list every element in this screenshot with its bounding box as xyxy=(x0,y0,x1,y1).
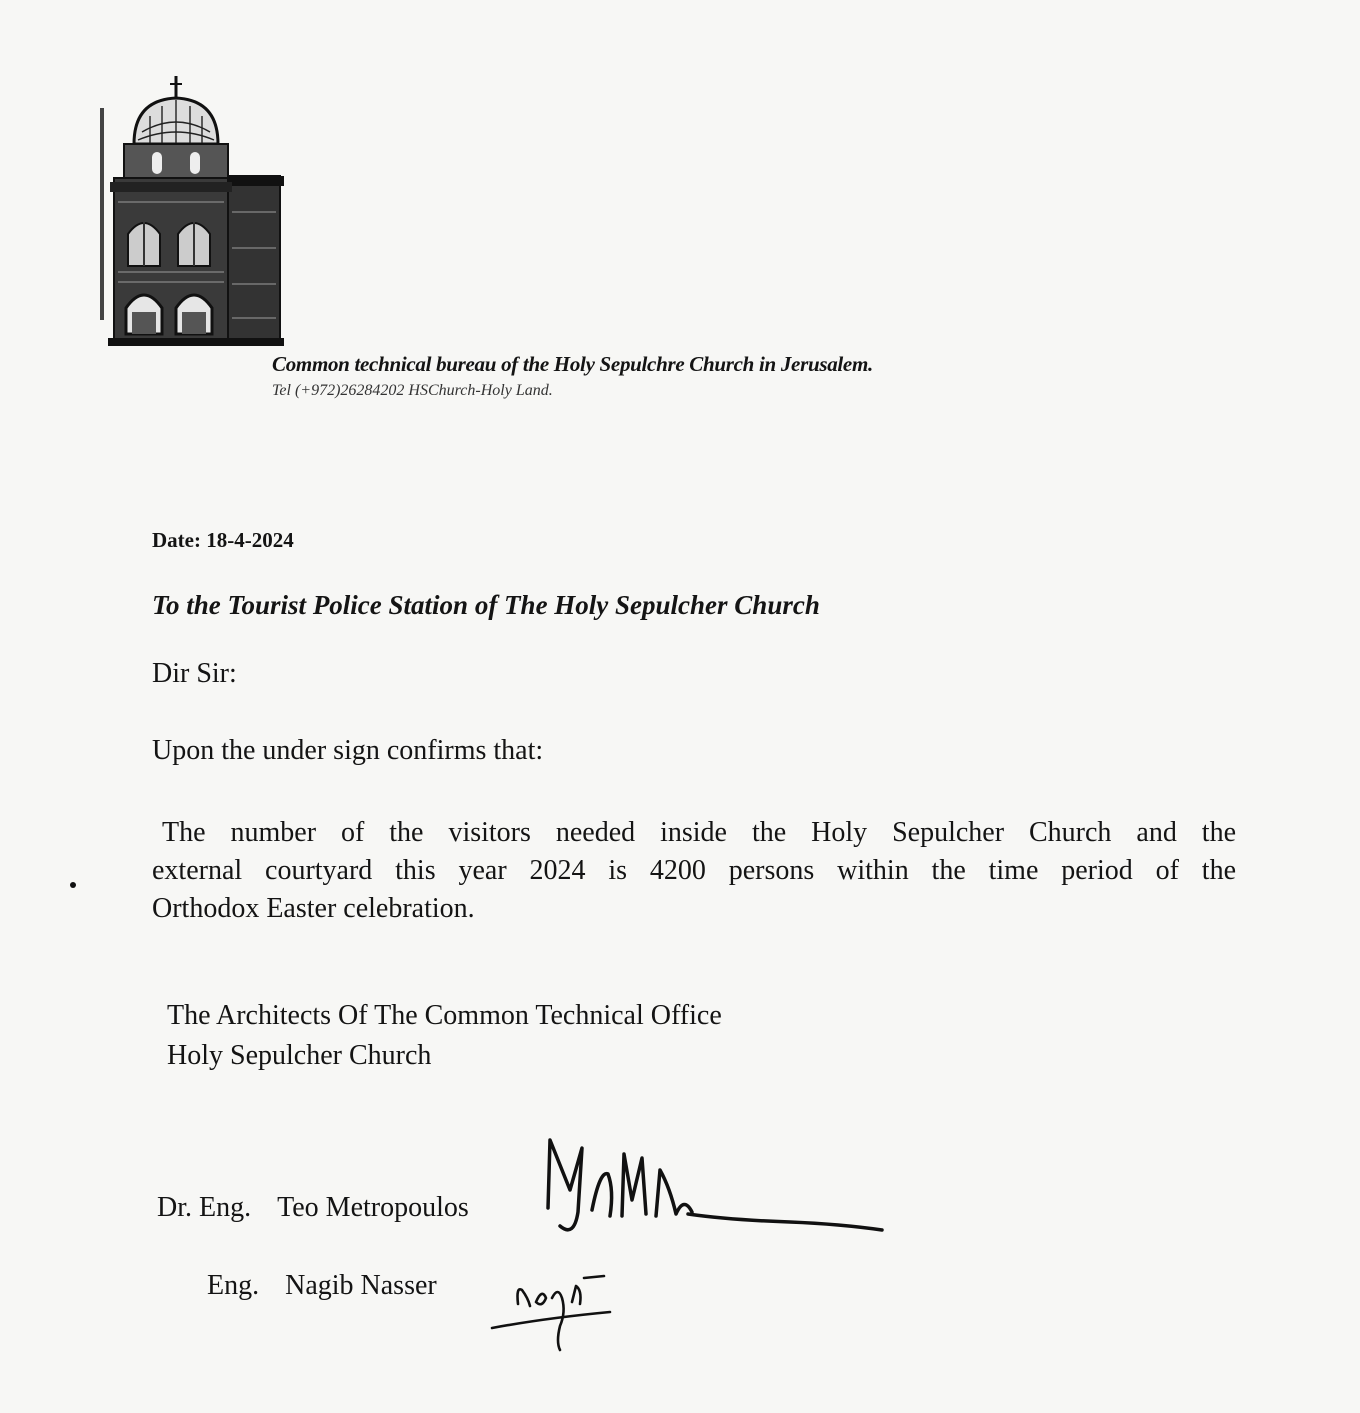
letter-body-line: external courtyard this year 2024 is 4200 persons within the time period of the xyxy=(152,855,1236,886)
signatory-metropoulos xyxy=(157,1192,469,1224)
letter-body-line: Orthodox Easter celebration. xyxy=(152,893,475,924)
closing-line-church: Holy Sepulcher Church xyxy=(167,1040,432,1071)
signature-nasser xyxy=(486,1268,616,1354)
signatory-nasser xyxy=(207,1270,437,1302)
signatory-name: Nagib Nasser xyxy=(285,1270,437,1301)
bureau-contact: Tel (+972)26284202 HSChurch-Holy Land. xyxy=(272,382,553,399)
signatory-title: Eng. xyxy=(207,1270,260,1301)
letter-salutation: Dir Sir: xyxy=(152,658,237,689)
letter-recipient: To the Tourist Police Station of The Holy Sepulcher Church xyxy=(152,590,820,620)
signatory-title: Dr. Eng. xyxy=(157,1192,252,1223)
letter-date: Date: 18-4-2024 xyxy=(152,528,294,552)
signature-metropoulos xyxy=(530,1130,890,1250)
letter-intro: Upon the under sign confirms that: xyxy=(152,735,544,766)
bureau-name: Common technical bureau of the Holy Sepulchre Church in Jerusalem. xyxy=(272,352,873,376)
scan-speck xyxy=(70,882,76,888)
signatory-name: Teo Metropoulos xyxy=(277,1192,469,1223)
closing-block xyxy=(167,996,722,1076)
letter-body xyxy=(152,814,1236,928)
letter-body-line: The number of the visitors needed inside the Holy Sepulcher Church and the xyxy=(162,817,1236,848)
church-building-icon xyxy=(98,72,288,348)
closing-line-office: The Architects Of The Common Technical Office xyxy=(167,1000,722,1031)
